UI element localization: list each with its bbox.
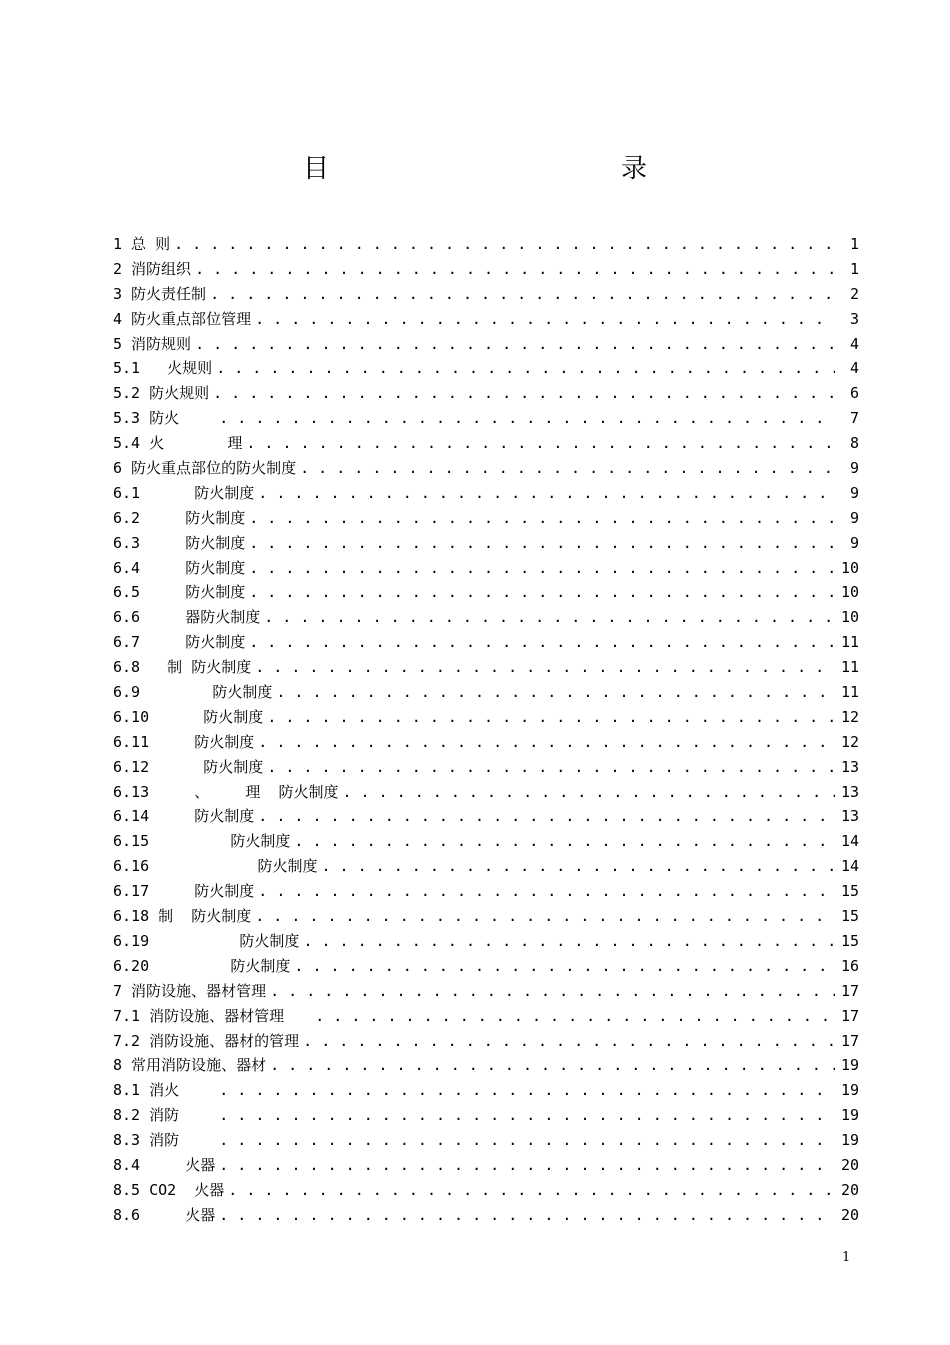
toc-entry-page: 3	[849, 309, 859, 328]
toc-leader-dots	[270, 979, 835, 1004]
toc-entry-page: 12	[840, 732, 859, 751]
toc-entry-label: 消防规则	[122, 334, 192, 353]
toc-leader-dots	[195, 332, 835, 357]
toc-entry-label: 防火制度	[149, 857, 318, 876]
toc-entry-page: 7	[849, 409, 859, 428]
toc-entry-label: 总 则	[122, 235, 171, 253]
toc-leader-dots	[246, 431, 835, 456]
toc-entry-number: 6.4	[113, 558, 141, 577]
toc-entry-number: 3	[113, 284, 123, 303]
toc-entry-page: 8	[849, 434, 859, 453]
toc-entry-label: 消防	[140, 1131, 216, 1150]
toc-entry-number: 6.8	[113, 658, 141, 677]
toc-entry-number: 5.3	[113, 409, 141, 428]
toc-leader-dots	[322, 854, 836, 879]
toc-entry-page: 15	[840, 907, 859, 926]
toc-entry-page: 13	[840, 807, 859, 826]
toc-entry[interactable]	[113, 1203, 859, 1228]
toc-entry-page: 19	[840, 1131, 859, 1150]
toc-entry-number: 5	[113, 334, 123, 353]
toc-leader-dots	[219, 1203, 835, 1228]
toc-entry-number: 7.1	[113, 1006, 141, 1025]
toc-entry[interactable]	[113, 307, 859, 332]
toc-entry-label: 防火制度	[140, 683, 273, 702]
toc-entry-label: 器防火制度	[140, 608, 261, 627]
toc-entry[interactable]	[113, 531, 859, 556]
toc-entry-page: 4	[849, 334, 859, 353]
toc-entry-label: 防火规则	[140, 384, 210, 403]
toc-entry-number: 8.1	[113, 1081, 141, 1100]
toc-leader-dots	[258, 481, 835, 506]
toc-entry-number: 4	[113, 309, 123, 328]
toc-entry-page: 14	[840, 857, 859, 876]
toc-entry-label: 防火制度	[149, 832, 291, 851]
toc-entry-page: 9	[849, 508, 859, 527]
toc-entry[interactable]	[113, 1153, 859, 1178]
toc-leader-dots	[258, 879, 835, 904]
toc-entry-label: 消防组织	[122, 259, 192, 278]
toc-entry[interactable]	[113, 1078, 859, 1103]
toc-entry-label: 、 理 防火制度	[149, 782, 339, 801]
toc-entry-label: 防火制度	[149, 807, 255, 826]
toc-entry-label: 防火制度	[149, 956, 291, 975]
toc-entry-label: CO2 火器	[140, 1180, 225, 1199]
toc-entry-label: 常用消防设施、器材	[122, 1056, 267, 1075]
toc-entry[interactable]	[113, 680, 859, 705]
toc-entry-page: 11	[840, 658, 859, 677]
toc-entry-page: 17	[840, 1006, 859, 1025]
toc-entry[interactable]	[113, 580, 859, 605]
toc-entry-label: 消防设施、器材管理	[122, 981, 267, 1000]
toc-entry-number: 6.2	[113, 508, 141, 527]
toc-entry-label: 防火制度	[149, 757, 264, 776]
toc-entry-number: 7.2	[113, 1031, 141, 1050]
toc-entry-number: 6.10	[113, 707, 150, 726]
toc-entry-number: 5.2	[113, 384, 141, 403]
page-title: 目 录	[302, 154, 727, 184]
toc-leader-dots	[294, 829, 835, 854]
toc-entry[interactable]	[113, 456, 859, 481]
toc-entry[interactable]	[113, 1103, 859, 1128]
toc-entry[interactable]	[113, 332, 859, 357]
toc-entry-number: 6.15	[113, 832, 150, 851]
toc-entry-number: 6.6	[113, 608, 141, 627]
toc-entry[interactable]	[113, 481, 859, 506]
toc-entry-page: 9	[849, 533, 859, 552]
toc-leader-dots	[264, 605, 835, 630]
toc-leader-dots	[213, 381, 835, 406]
toc-entry-label: 消防设施、器材的管理	[140, 1031, 300, 1050]
toc-entry[interactable]	[113, 556, 859, 581]
toc-entry-label: 消火	[140, 1081, 216, 1100]
toc-leader-dots	[219, 1103, 835, 1128]
toc-entry-label: 防火制度	[140, 508, 246, 527]
toc-entry-page: 20	[840, 1180, 859, 1199]
toc-entry-number: 8.4	[113, 1155, 141, 1174]
toc-entry[interactable]	[113, 282, 859, 307]
toc-entry-number: 6.7	[113, 633, 141, 652]
toc-leader-dots	[258, 804, 835, 829]
toc-entry-page: 1	[849, 259, 859, 278]
toc-entry[interactable]	[113, 605, 859, 630]
toc-entry[interactable]	[113, 1004, 859, 1029]
toc-entry-page: 17	[840, 1031, 859, 1050]
toc-entry-number: 6.20	[113, 956, 150, 975]
toc-entry-label: 防火重点部位管理	[122, 309, 252, 328]
toc-entry-label: 防火制度	[149, 707, 264, 726]
toc-entry-number: 6.17	[113, 882, 150, 901]
toc-entry-label: 防火制度	[149, 882, 255, 901]
toc-entry-label: 消防设施、器材管理	[140, 1006, 312, 1025]
toc-entry-page: 13	[840, 757, 859, 776]
toc-entry-page: 15	[840, 931, 859, 950]
toc-entry-page: 19	[840, 1081, 859, 1100]
toc-leader-dots	[267, 705, 835, 730]
toc-entry[interactable]	[113, 506, 859, 531]
toc-entry-label: 火 理	[140, 434, 243, 453]
toc-entry-page: 16	[840, 956, 859, 975]
toc-entry[interactable]	[113, 904, 859, 929]
toc-entry-number: 8.5	[113, 1180, 141, 1199]
toc-entry-number: 6.3	[113, 533, 141, 552]
toc-leader-dots	[216, 356, 835, 381]
toc-entry[interactable]	[113, 406, 859, 431]
toc-leader-dots	[255, 655, 835, 680]
toc-entry-number: 6.5	[113, 583, 141, 602]
toc-entry-number: 6.11	[113, 732, 150, 751]
toc-entry[interactable]	[113, 879, 859, 904]
toc-entry-number: 6	[113, 459, 123, 478]
toc-entry-page: 14	[840, 832, 859, 851]
toc-leader-dots	[258, 730, 835, 755]
toc-entry-number: 6.1	[113, 483, 141, 502]
toc-leader-dots	[249, 531, 835, 556]
toc-entry-page: 11	[840, 633, 859, 652]
toc-entry-number: 6.16	[113, 857, 150, 876]
toc-entry-number: 5.1	[113, 359, 141, 378]
toc-leader-dots	[303, 929, 835, 954]
toc-entry-page: 1	[849, 235, 859, 253]
toc-leader-dots	[255, 307, 835, 332]
toc-entry-page: 20	[840, 1205, 859, 1224]
toc-entry[interactable]	[113, 1128, 859, 1153]
toc-entry-number: 6.12	[113, 757, 150, 776]
toc-entry-label: 防火制度	[140, 583, 246, 602]
toc-entry[interactable]	[113, 755, 859, 780]
toc-entry-page: 13	[840, 782, 859, 801]
toc-entry[interactable]	[113, 232, 859, 257]
toc-entry[interactable]	[113, 705, 859, 730]
toc-entry-number: 7	[113, 981, 123, 1000]
toc-entry-label: 防火重点部位的防火制度	[122, 459, 297, 478]
toc-leader-dots	[174, 232, 835, 257]
toc-entry-label: 防火责任制	[122, 284, 207, 303]
toc-entry-label: 火器	[140, 1155, 216, 1174]
toc-entry[interactable]	[113, 854, 859, 879]
toc-entry[interactable]	[113, 257, 859, 282]
toc-entry-page: 10	[840, 558, 859, 577]
toc-leader-dots	[228, 1178, 835, 1203]
toc-leader-dots	[342, 780, 835, 805]
toc-entry-page: 2	[849, 284, 859, 303]
toc-leader-dots	[219, 406, 835, 431]
toc-leader-dots	[249, 506, 835, 531]
toc-leader-dots	[219, 1153, 835, 1178]
toc-entry-label: 防火制度	[140, 633, 246, 652]
toc-entry[interactable]	[113, 829, 859, 854]
toc-entry[interactable]	[113, 804, 859, 829]
toc-leader-dots	[270, 1053, 835, 1078]
toc-entry[interactable]	[113, 929, 859, 954]
toc-entry-number: 6.9	[113, 683, 141, 702]
toc-entry-page: 15	[840, 882, 859, 901]
toc-entry[interactable]	[113, 1029, 859, 1054]
toc-entry[interactable]	[113, 780, 859, 805]
toc-entry-page: 9	[849, 483, 859, 502]
toc-entry-page: 10	[840, 608, 859, 627]
toc-leader-dots	[276, 680, 835, 705]
toc-entry-label: 防火制度	[149, 931, 300, 950]
toc-entry[interactable]	[113, 630, 859, 655]
toc-entry-page: 19	[840, 1106, 859, 1125]
toc-entry-page: 6	[849, 384, 859, 403]
toc-entry-number: 6.18	[113, 907, 150, 926]
toc-entry-page: 10	[840, 583, 859, 602]
toc-leader-dots	[315, 1004, 835, 1029]
toc-leader-dots	[249, 630, 835, 655]
table-of-contents	[113, 232, 859, 1228]
toc-entry[interactable]	[113, 730, 859, 755]
toc-entry-label: 防火	[140, 409, 216, 428]
toc-entry-number: 6.19	[113, 931, 150, 950]
toc-entry-label: 防火制度	[140, 533, 246, 552]
toc-entry-number: 2	[113, 259, 123, 278]
toc-entry[interactable]	[113, 1178, 859, 1203]
toc-entry-page: 4	[849, 359, 859, 378]
toc-entry-page: 11	[840, 683, 859, 702]
toc-entry-page: 9	[849, 459, 859, 478]
toc-entry-label: 制 防火制度	[140, 658, 252, 677]
toc-entry-page: 19	[840, 1056, 859, 1075]
toc-entry-label: 火器	[140, 1205, 216, 1224]
toc-entry-label: 消防	[140, 1106, 216, 1125]
toc-entry[interactable]	[113, 356, 859, 381]
toc-entry[interactable]	[113, 954, 859, 979]
toc-leader-dots	[303, 1029, 835, 1054]
toc-entry-number: 8.2	[113, 1106, 141, 1125]
toc-entry[interactable]	[113, 1053, 859, 1078]
toc-entry-label: 防火制度	[140, 558, 246, 577]
toc-entry-label: 火规则	[140, 359, 213, 378]
toc-leader-dots	[255, 904, 835, 929]
toc-leader-dots	[210, 282, 835, 307]
toc-entry-number: 8.6	[113, 1205, 141, 1224]
toc-leader-dots	[267, 755, 835, 780]
toc-entry-page: 20	[840, 1155, 859, 1174]
page-number: 1	[842, 1250, 851, 1265]
toc-leader-dots	[219, 1078, 835, 1103]
toc-leader-dots	[195, 257, 835, 282]
toc-leader-dots	[249, 556, 835, 581]
toc-entry-label: 防火制度	[149, 732, 255, 751]
toc-leader-dots	[294, 954, 835, 979]
toc-entry-number: 6.13	[113, 782, 150, 801]
toc-entry-label: 防火制度	[140, 483, 255, 502]
toc-entry-number: 1	[113, 235, 123, 253]
toc-entry-number: 5.4	[113, 434, 141, 453]
toc-entry-number: 8.3	[113, 1131, 141, 1150]
toc-entry[interactable]	[113, 431, 859, 456]
toc-leader-dots	[219, 1128, 835, 1153]
toc-entry-number: 8	[113, 1056, 123, 1075]
toc-leader-dots	[249, 580, 835, 605]
toc-leader-dots	[300, 456, 835, 481]
toc-entry-page: 12	[840, 707, 859, 726]
toc-entry[interactable]	[113, 979, 859, 1004]
toc-entry[interactable]	[113, 381, 859, 406]
toc-entry[interactable]	[113, 655, 859, 680]
toc-entry-label: 制 防火制度	[149, 907, 252, 926]
toc-entry-page: 17	[840, 981, 859, 1000]
toc-entry-number: 6.14	[113, 807, 150, 826]
